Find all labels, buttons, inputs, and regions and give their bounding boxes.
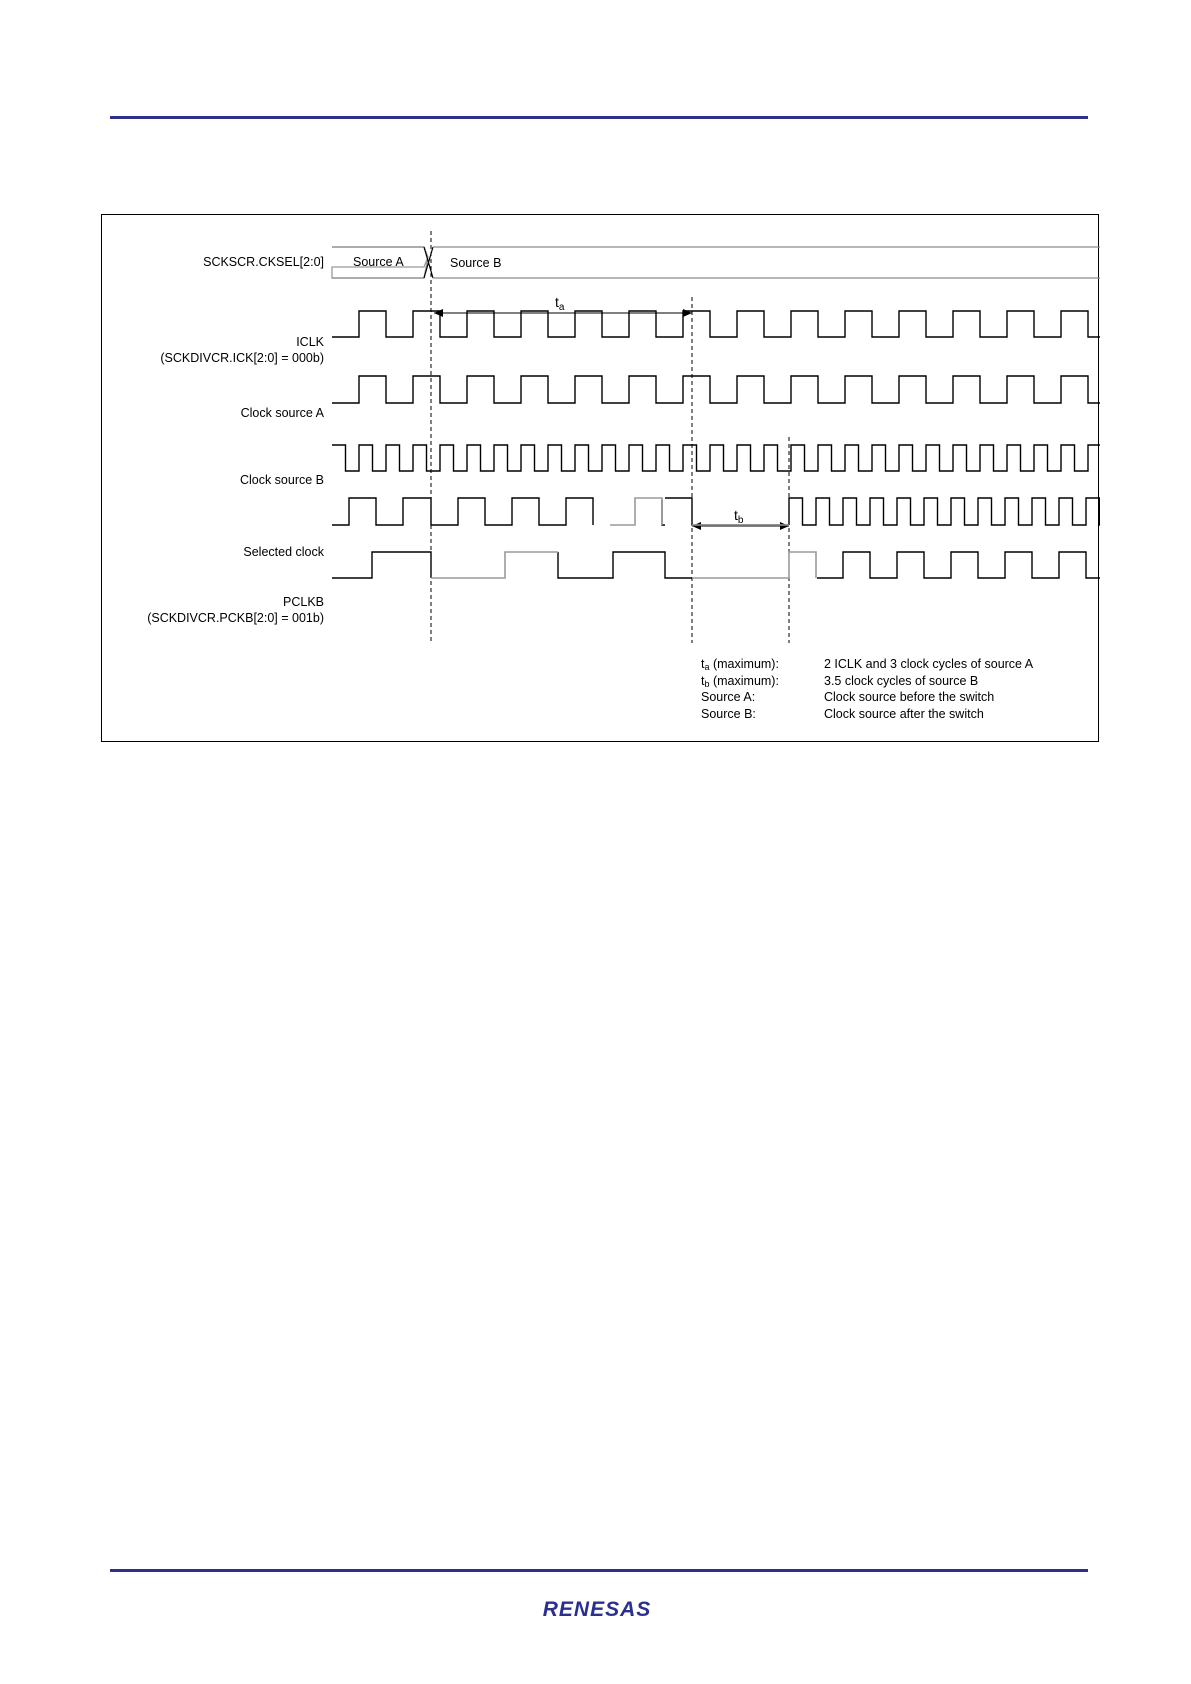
timing-diagram — [102, 215, 1100, 743]
note-term-ta: ta (maximum): — [701, 657, 779, 672]
label-iclk-setting: (SCKDIVCR.ICK[2:0] = 000b) — [160, 351, 324, 365]
ta-label: $t_a$ — [555, 294, 565, 313]
tb-label: $t_b$ — [734, 507, 744, 526]
tb-arrowhead-left — [692, 522, 701, 530]
pclkb-transition-waveform — [431, 552, 816, 578]
iclk-waveform — [332, 311, 1100, 337]
label-clock-source-b: Clock source B — [239, 473, 324, 487]
ta-measurement — [434, 294, 692, 317]
footer-rule — [110, 1569, 1088, 1572]
bus-source-b-outline — [433, 247, 1100, 278]
label-pclkb: PCLKB — [283, 595, 324, 609]
note-desc-source-a: Clock source before the switch — [824, 690, 995, 704]
note-term-tb: tb (maximum): — [701, 674, 779, 689]
ta-arrowhead-right — [683, 309, 692, 317]
label-selected-clock: Selected clock — [243, 545, 324, 559]
selected-clock-waveform — [332, 498, 1100, 525]
pclkb-waveform — [332, 552, 1100, 578]
label-iclk: ICLK — [296, 335, 324, 349]
bus-value-source-a: Source A — [353, 255, 404, 269]
label-clock-source-a: Clock source A — [240, 406, 324, 420]
cksel-bus — [332, 247, 1100, 278]
note-term-source-a: Source A: — [701, 690, 756, 704]
note-term-source-b: Source B: — [701, 707, 756, 721]
bus-value-source-b: Source B — [450, 256, 502, 270]
header-rule — [110, 116, 1088, 119]
timing-diagram-figure — [101, 214, 1099, 742]
notes — [701, 657, 1034, 721]
note-desc-ta: 2 ICLK and 3 clock cycles of source A — [824, 657, 1034, 671]
selected-clock-transition-waveform — [610, 498, 789, 525]
tb-measurement — [692, 507, 789, 530]
note-desc-source-b: Clock source after the switch — [824, 707, 984, 721]
ta-arrowhead-left — [434, 309, 443, 317]
clock-source-a-waveform — [332, 376, 1100, 403]
tb-arrowhead-right — [780, 522, 789, 530]
clock-source-b-waveform — [332, 445, 1100, 471]
renesas-logo — [524, 1596, 670, 1620]
note-desc-tb: 3.5 clock cycles of source B — [824, 674, 979, 688]
logo-text: RENESAS — [542, 1598, 652, 1620]
label-cksel: SCKSCR.CKSEL[2:0] — [203, 255, 324, 269]
label-pclkb-setting: (SCKDIVCR.PCKB[2:0] = 001b) — [147, 611, 324, 625]
